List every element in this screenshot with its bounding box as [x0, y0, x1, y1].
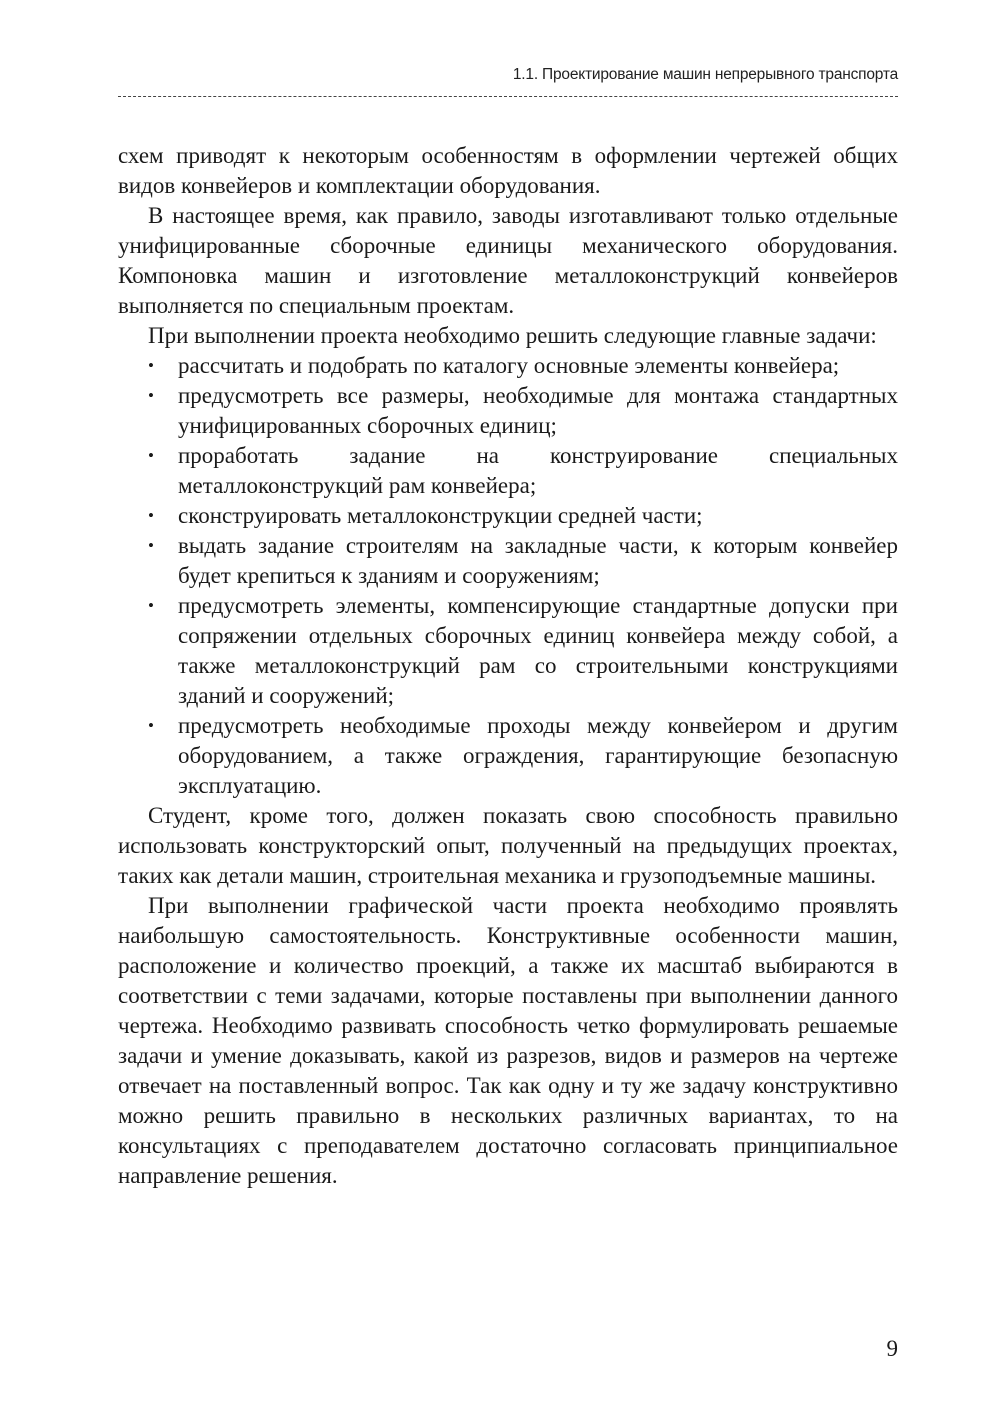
list-item-text: выдать задание строителям на закладные части, к которым конвейер будет крепиться к зданиям и сооружениям; — [178, 533, 898, 588]
bullet-icon: • — [148, 356, 154, 375]
list-item — [148, 711, 898, 801]
list-item-text: проработать задание на конструирование специальных металлоконструкций рам конвейера; — [178, 443, 898, 498]
header-divider — [118, 96, 898, 97]
task-list — [118, 351, 898, 801]
list-item — [148, 351, 898, 381]
list-item — [148, 381, 898, 441]
list-item — [148, 531, 898, 591]
page-number: 9 — [886, 1336, 898, 1361]
bullet-icon: • — [148, 536, 154, 555]
bullet-icon: • — [148, 446, 154, 465]
paragraph: Студент, кроме того, должен показать свою способность правильно использовать конструкторский опыт, полученный на предыдущих проектах, таких как детали машин, строительная механика и грузоподъемные машины. — [118, 803, 898, 888]
running-header: 1.1. Проектирование машин непрерывного транспорта — [512, 66, 898, 83]
list-item-text: сконструировать металлоконструкции средней части; — [178, 503, 703, 528]
list-item — [148, 591, 898, 711]
paragraph: При выполнении графической части проекта необходимо проявлять наибольшую самостоятельность. Конструктивные особенности машин, расположение и количество проекций, а также их масштаб выбираются в соответствии с теми задачами, которые поставлены при выполнении данного чертежа. Необходимо развивать способность четко формулировать решаемые задачи и умение доказывать, какой из разрезов, видов и размеров на чертеже отвечает на поставленный вопрос. Так как одну и ту же задачу конструктивно можно решить правильно в нескольких различных вариантах, то на консультациях с преподавателем достаточно согласовать принципиальное направление решения. — [118, 893, 898, 1188]
body-text — [118, 141, 898, 1191]
bullet-icon: • — [148, 506, 154, 525]
bullet-icon: • — [148, 716, 154, 735]
list-item-text: рассчитать и подобрать по каталогу основные элементы конвейера; — [178, 353, 840, 378]
list-item-text: предусмотреть необходимые проходы между конвейером и другим оборудованием, а также ограждения, гарантирующие безопасную эксплуатацию. — [178, 713, 898, 798]
bullet-icon: • — [148, 596, 154, 615]
paragraph: При выполнении проекта необходимо решить следующие главные задачи: — [148, 323, 877, 348]
paragraph: В настоящее время, как правило, заводы изготавливают только отдельные унифицированные сборочные единицы механического оборудования. Компоновка машин и изготовление металлоконструкций конвейеров выполняется по специальным проектам. — [118, 203, 898, 318]
list-item — [148, 441, 898, 501]
bullet-icon: • — [148, 386, 154, 405]
list-item-text: предусмотреть все размеры, необходимые для монтажа стандартных унифицированных сборочных единиц; — [178, 383, 898, 438]
list-item-text: предусмотреть элементы, компенсирующие стандартные допуски при сопряжении отдельных сборочных единиц конвейера между собой, а также металлоконструкций рам со строительными конструкциями зданий и сооружений; — [178, 593, 898, 708]
list-item — [148, 501, 898, 531]
paragraph-continuation: схем приводят к некоторым особенностям в оформлении чертежей общих видов конвейеров и комплектации оборудования. — [118, 143, 898, 198]
